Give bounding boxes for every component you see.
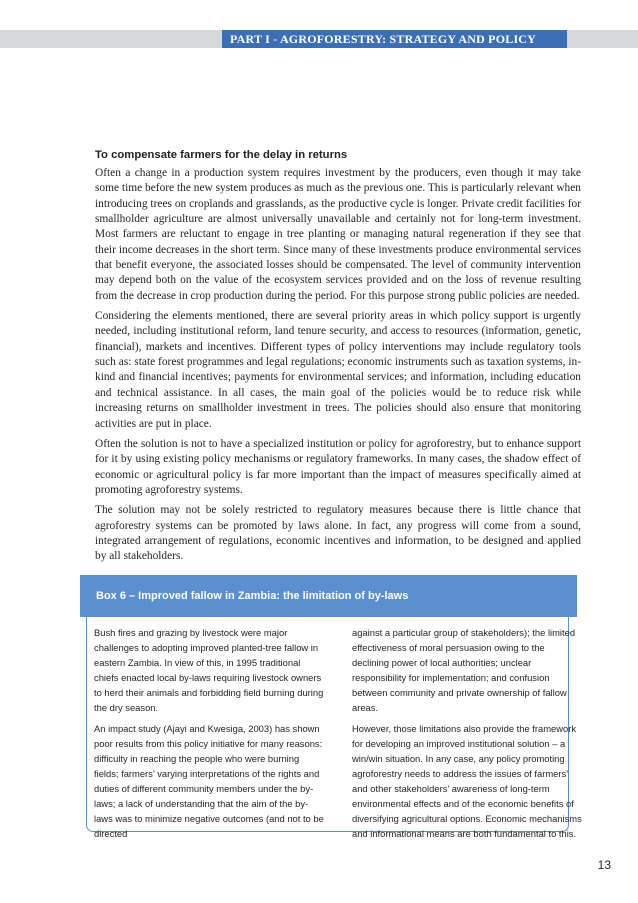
section-heading: To compensate farmers for the delay in returns <box>95 149 348 161</box>
box-paragraph: However, those limitations also provide the framework for developing an improved institutional solution – a win/win situation. In any case, any policy promoting agroforestry needs to address the issues of farmers’ and other stakeholders’ awareness of long-term environmental effects and of the economic benefits of diversifying agricultural options. Economic mechanisms and informational means are both fundamental to this. <box>352 723 582 839</box>
box-title: Box 6 – Improved fallow in Zambia: the limitation of by-laws <box>96 590 409 602</box>
box-6 <box>80 575 582 840</box>
body-paragraph: Often the solution is not to have a specialized institution or policy for agroforestry, but to enhance support for it by using existing policy mechanisms or regulatory frameworks. In many cases, the shadow effect of economic or agricultural policy is far more important than the impact of measures specifically aimed at promoting agroforestry systems. <box>95 437 581 496</box>
box-header <box>80 575 577 617</box>
box-paragraph: An impact study (Ajayi and Kwesiga, 2003) has shown poor results from this policy initiative for many reasons: difficulty in reaching the people who were burning fields; farmers’ varying interpretations of the rights and duties of different community members under the by-laws; a lack of understanding that the aim of the by-laws was to minimize negative outcomes (and not to be directed <box>94 723 324 839</box>
body-paragraph: Considering the elements mentioned, there are several priority areas in which policy support is urgently needed, including institutional reform, land tenure security, and access to resources (information, genetic, financial), markets and incentives. Different types of policy interventions may include regulatory tools such as: state forest programmes and legal regulations; economic instruments such as taxation systems, in-kind and financial incentives; payments for environmental services; and information, including education and technical assistance. In all cases, the main goal of the policies would be to reduce risk while increasing returns on smallholder investment in trees. The policies should also ensure that monitoring activities are put in place. <box>95 310 581 430</box>
body-paragraph: The solution may not be solely restricted to regulatory measures because there is little chance that agroforestry systems can be promoted by laws alone. In fact, any progress will come from a sound, integrated arrangement of regulations, economic incentives and information, to be designed and applied by all stakeholders. <box>95 504 581 563</box>
box-paragraph: against a particular group of stakeholders); the limited effectiveness of moral persuasion owing to the declining power of local authorities; unclear responsibility for implementation; and confusion between community and private ownership of fallow areas. <box>352 627 576 713</box>
box-left-column <box>94 625 324 847</box>
body-paragraph: Often a change in a production system requires investment by the producers, even though it may take some time before the new system produces as much as the previous one. This is particularly relevant when introducing trees on croplands and grasslands, as the productive cycle is longer. Private credit facilities for smallholder agriculture are almost universally unavailable and certainly not for long-term investment. Most farmers are reluctant to engage in tree planting or managing natural regeneration if they see that their income decreases in the short term. Since many of these investments produce environmental services that benefit everyone, the associated losses should be compensated. The level of community intervention may depend both on the value of the ecosystem services provided and on the loss of revenue resulting from the decrease in crop production during the period. For this purpose strong public policies are needed. <box>95 167 581 302</box>
main-text <box>95 148 581 570</box>
running-header-title: PART I - AGROFORESTRY: STRATEGY AND POLICY <box>230 32 537 46</box>
page-number: 13 <box>597 858 611 872</box>
box-right-column <box>352 625 582 847</box>
box-paragraph: Bush fires and grazing by livestock were major challenges to adopting improved planted-tree fallow in eastern Zambia. In view of this, in 1995 traditional chiefs enacted local by-laws requiring livestock owners to herd their animals and forbidding field burning during the dry season. <box>94 627 324 713</box>
